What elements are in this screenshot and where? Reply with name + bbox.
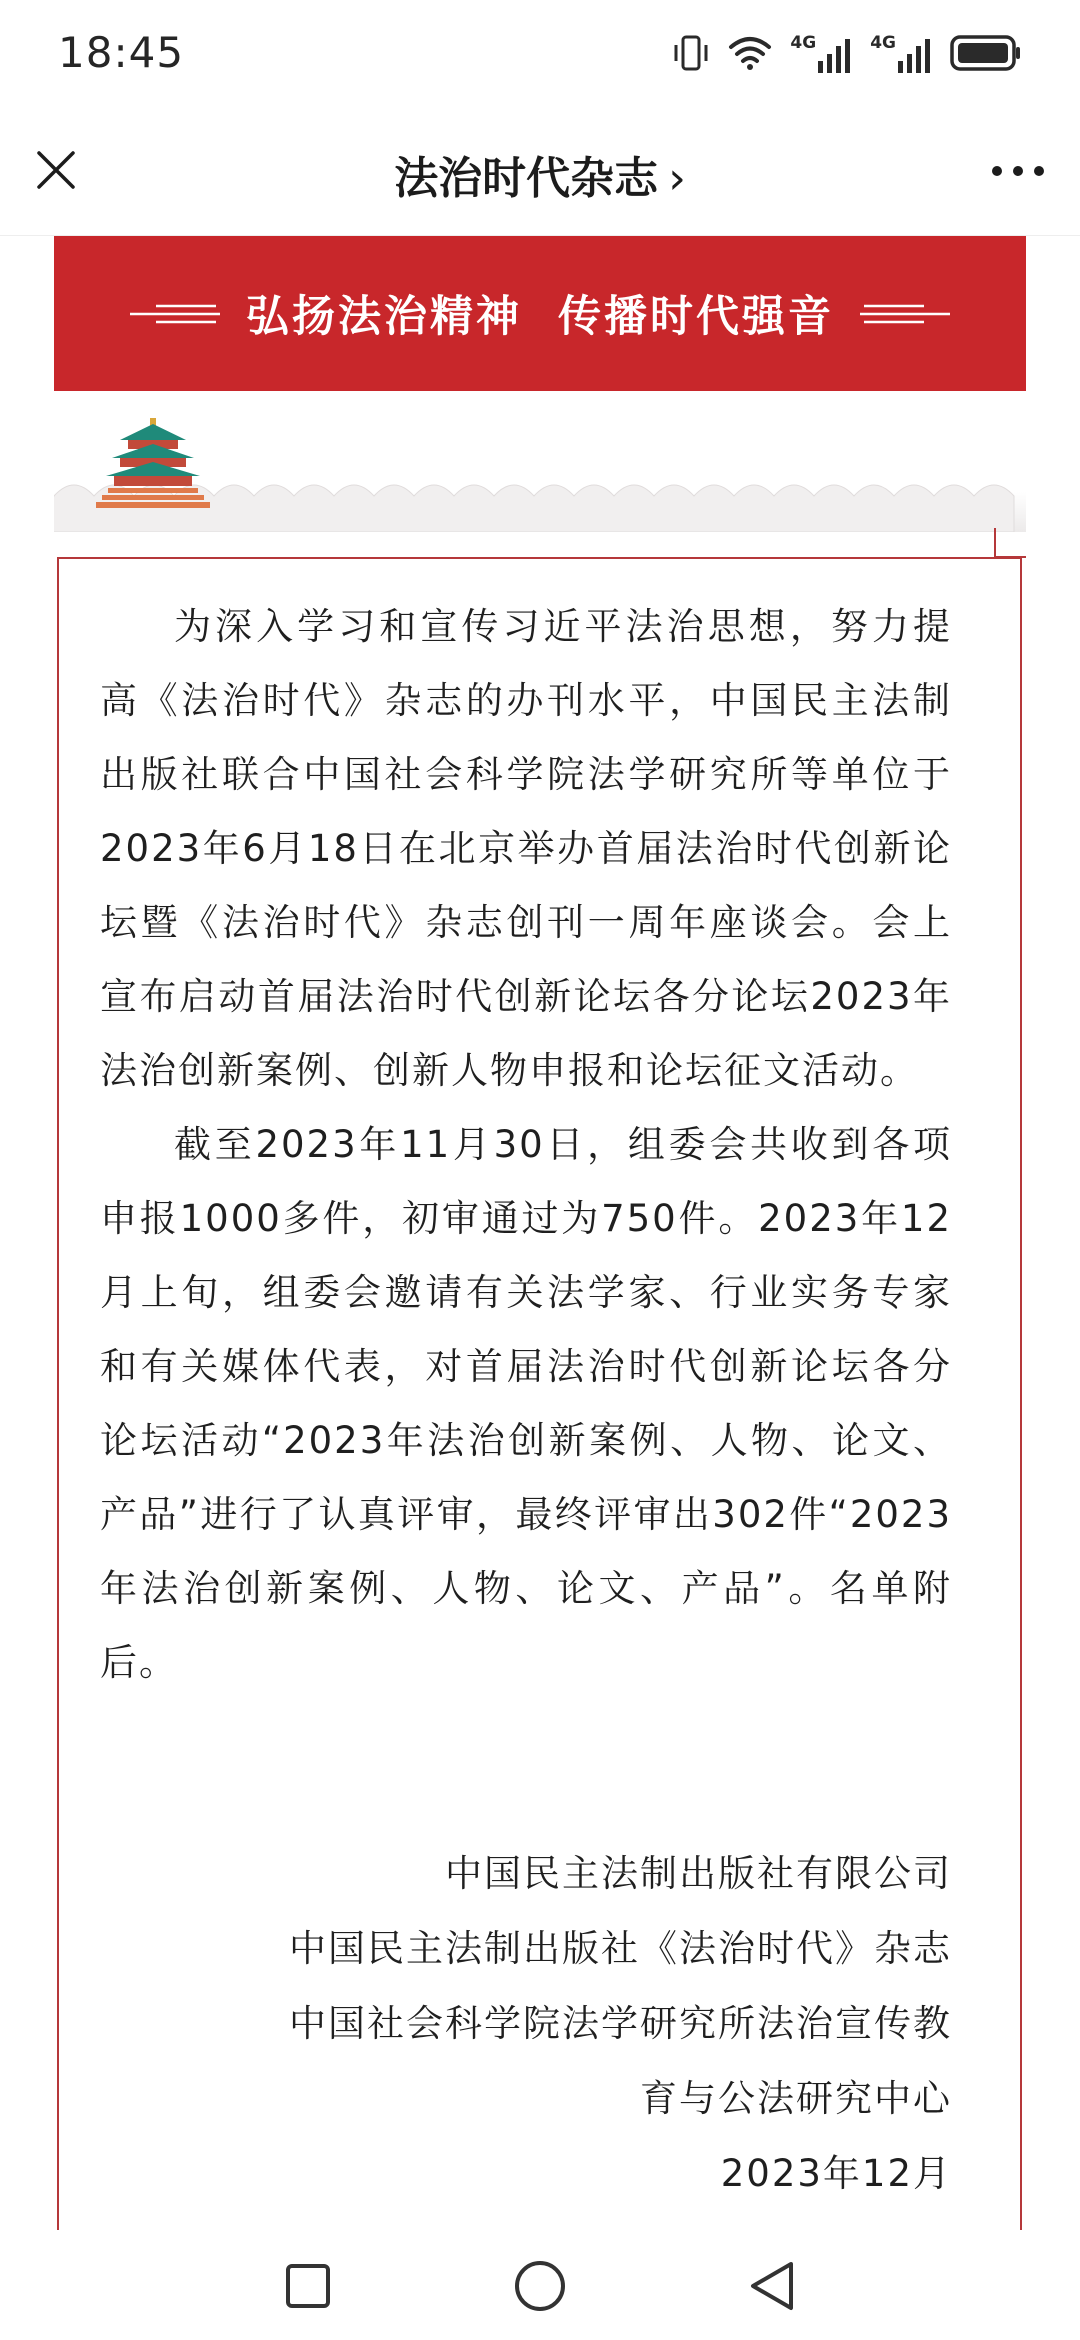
recents-square-icon [284, 2262, 332, 2310]
article-paragraph: 截至2023年11月30日，组委会共收到各项申报1000多件，初审通过为750件。2023年12月上旬，组委会邀请有关法学家、行业实务专家和有关媒体代表，对首届法治时代创新论坛各分论坛活动“2023年法治创新案例、人物、论文、产品”进行了认真评审，最终评审出302件“2023年法治创新案例、人物、论文、产品”。名单附后。 [100, 1123, 952, 1684]
status-time: 18:45 [58, 28, 185, 77]
more-icon [991, 165, 1045, 177]
decorative-cloud-band [54, 400, 1026, 532]
signal-icon-2 [870, 33, 932, 73]
banner-lines-decoration [130, 301, 220, 327]
banner-lines-decoration [860, 301, 950, 327]
article-body [100, 590, 952, 1700]
back-button[interactable] [740, 2254, 804, 2318]
network-type-label-2: 4G [870, 33, 896, 53]
signal-icon [790, 33, 852, 73]
page-title-link[interactable] [0, 142, 1080, 206]
signature-line: 中国社会科学院法学研究所法治宣传教 [289, 2002, 952, 2045]
article-signature [100, 1836, 952, 2211]
home-circle-icon [513, 2259, 567, 2313]
article-banner [54, 236, 1026, 391]
page-title: 法治时代杂志 [394, 153, 659, 204]
app-header [0, 110, 1080, 236]
home-button[interactable] [508, 2254, 572, 2318]
frame-corner-mark [994, 556, 1026, 558]
battery-icon [950, 34, 1022, 72]
chevron-right-icon: › [668, 153, 686, 204]
status-bar [0, 0, 1080, 110]
status-icons [672, 30, 1022, 76]
recents-button[interactable] [276, 2254, 340, 2318]
signature-line: 中国民主法制出版社有限公司 [445, 1852, 952, 1895]
signature-line: 育与公法研究中心 [640, 2077, 952, 2120]
back-triangle-icon [747, 2259, 797, 2313]
more-options-button[interactable] [986, 148, 1050, 194]
network-type-label: 4G [790, 33, 817, 53]
signature-date: 2023年12月 [720, 2152, 952, 2195]
article-paragraph: 为深入学习和宣传习近平法治思想，努力提高《法治时代》杂志的办刊水平，中国民主法制出版社联合中国社会科学院法学研究所等单位于2023年6月18日在北京举办首届法治时代创新论坛暨《法治时代》杂志创刊一周年座谈会。会上宣布启动首届法治时代创新论坛各分论坛2023年法治创新案例、创新人物申报和论坛征文活动。 [100, 605, 952, 1092]
vibrate-icon [672, 33, 710, 73]
frame-corner-mark [994, 528, 996, 558]
system-nav-bar [0, 2230, 1080, 2340]
banner-slogan: 弘扬法治精神 传播时代强音 [246, 292, 834, 342]
signature-line: 中国民主法制出版社《法治时代》杂志 [289, 1927, 952, 1970]
wifi-icon [728, 35, 772, 71]
